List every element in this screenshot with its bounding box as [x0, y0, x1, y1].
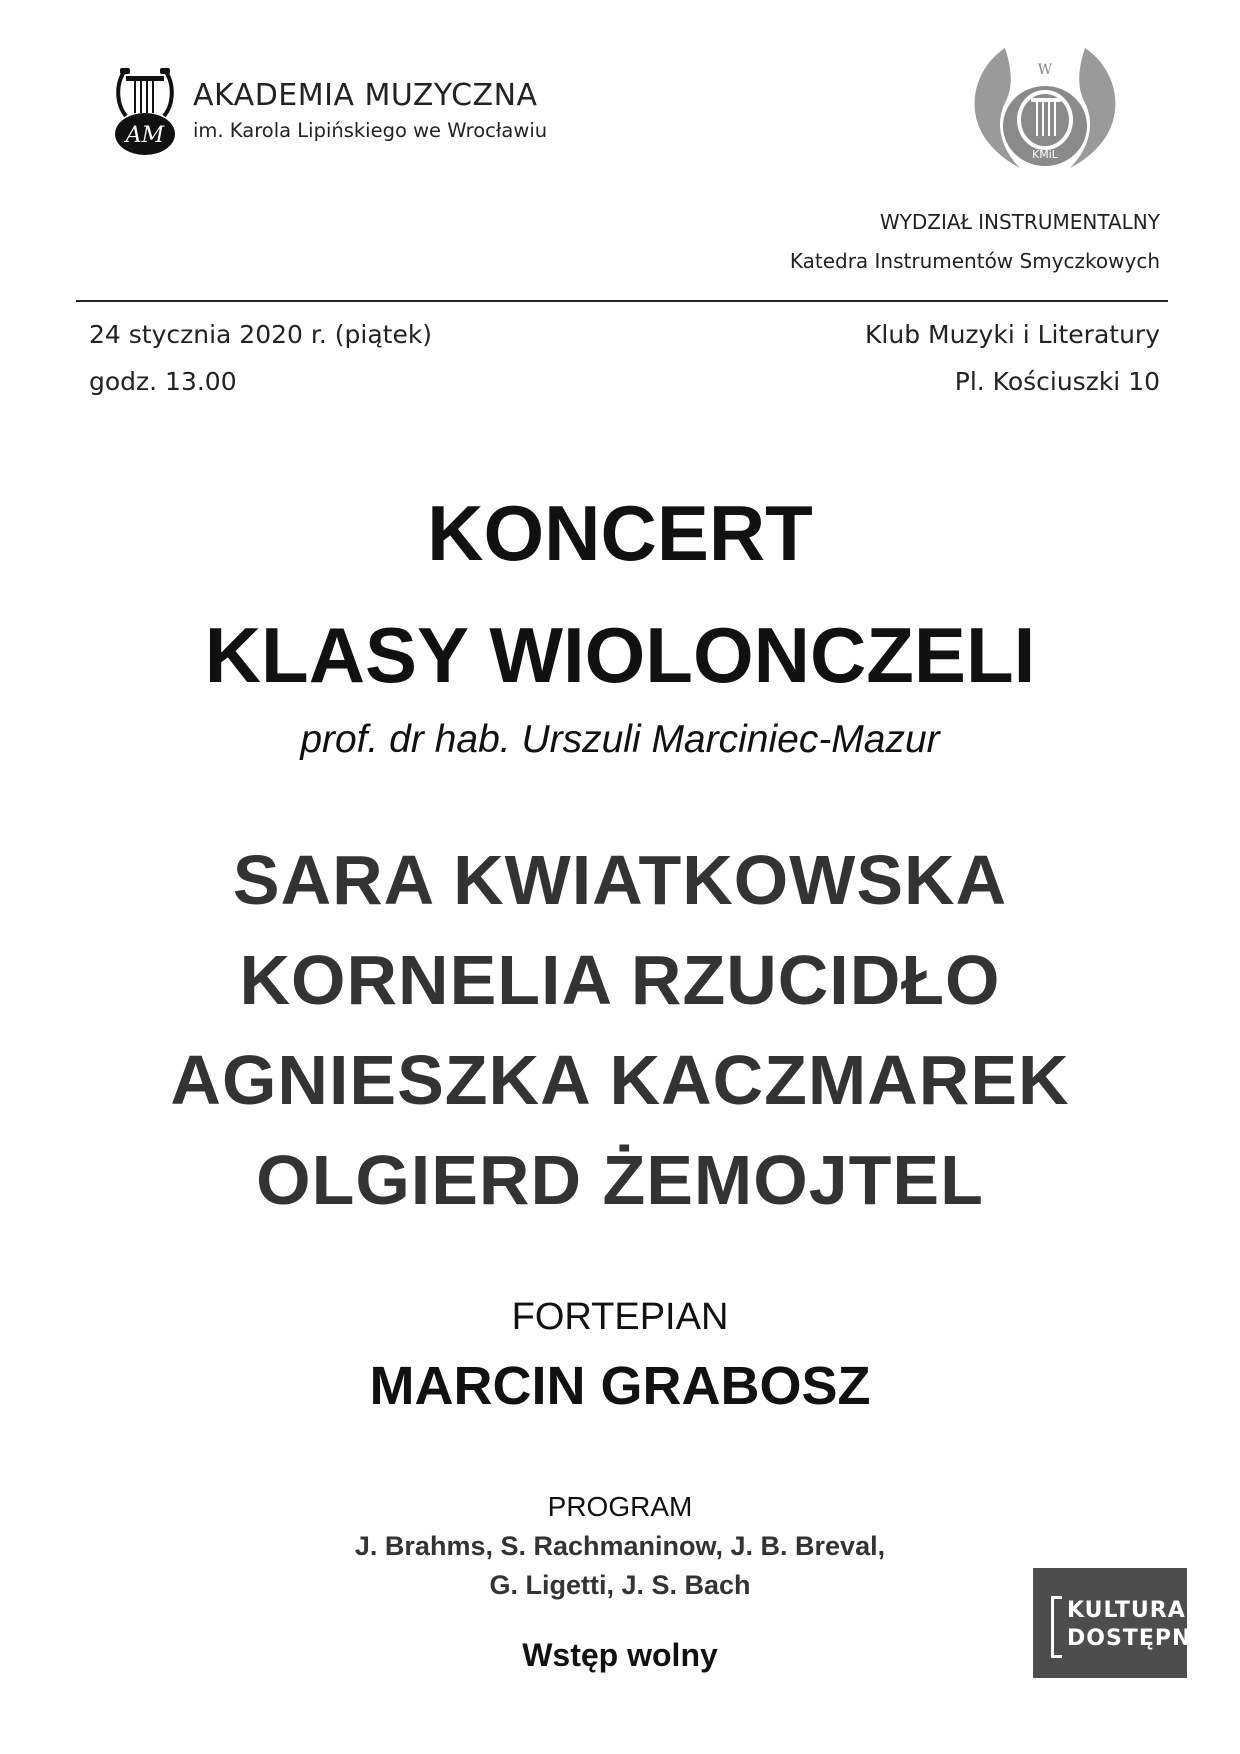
department-name: WYDZIAŁ INSTRUMENTALNY [879, 210, 1160, 234]
institution-subtitle: im. Karola Lipińskiego we Wrocławiu [193, 119, 548, 142]
admission-note: Wstęp wolny [522, 1637, 718, 1673]
academy-lyre-logo [112, 64, 178, 156]
badge-text [1067, 1597, 1209, 1653]
concert-title-line1: KONCERT [427, 489, 813, 577]
svg-text:KMiL: KMiL [1032, 148, 1058, 161]
program-composers-line2: G. Ligetti, J. S. Bach [489, 1570, 751, 1600]
header-divider [76, 300, 1168, 302]
program-label: PROGRAM [547, 1491, 693, 1522]
performer-name: AGNIESZKA KACZMAREK [170, 1041, 1070, 1119]
event-date: 24 stycznia 2020 r. (piątek) [89, 320, 433, 349]
badge-bracket-icon [1051, 1596, 1062, 1658]
concert-title-line2: KLASY WIOLONCZELI [204, 611, 1036, 699]
badge-line2: DOSTĘPNA [1067, 1626, 1210, 1651]
institution-name: AKADEMIA MUZYCZNA [193, 78, 538, 113]
pianist-name: MARCIN GRABOSZ [369, 1356, 871, 1416]
professor-name: prof. dr hab. Urszuli Marciniec-Mazur [300, 718, 940, 761]
performer-name: SARA KWIATKOWSKA [232, 841, 1008, 919]
event-address: Pl. Kościuszki 10 [954, 367, 1160, 396]
svg-text:W: W [1037, 62, 1053, 78]
chair-name: Katedra Instrumentów Smyczkowych [789, 249, 1160, 273]
performer-name: KORNELIA RZUCIDŁO [239, 941, 1001, 1019]
event-time: godz. 13.00 [89, 367, 237, 396]
performer-name: OLGIERD ŻEMOJTEL [256, 1141, 984, 1219]
kultura-dostepna-badge [1033, 1568, 1210, 1678]
event-venue: Klub Muzyki i Literatury [865, 320, 1160, 349]
svg-text:AM: AM [125, 123, 165, 148]
piano-label: FORTEPIAN [511, 1296, 729, 1338]
club-flame-lyre-logo [965, 28, 1125, 188]
badge-line1: KULTURA [1067, 1598, 1186, 1623]
program-composers-line1: J. Brahms, S. Rachmaninow, J. B. Breval, [354, 1531, 886, 1561]
